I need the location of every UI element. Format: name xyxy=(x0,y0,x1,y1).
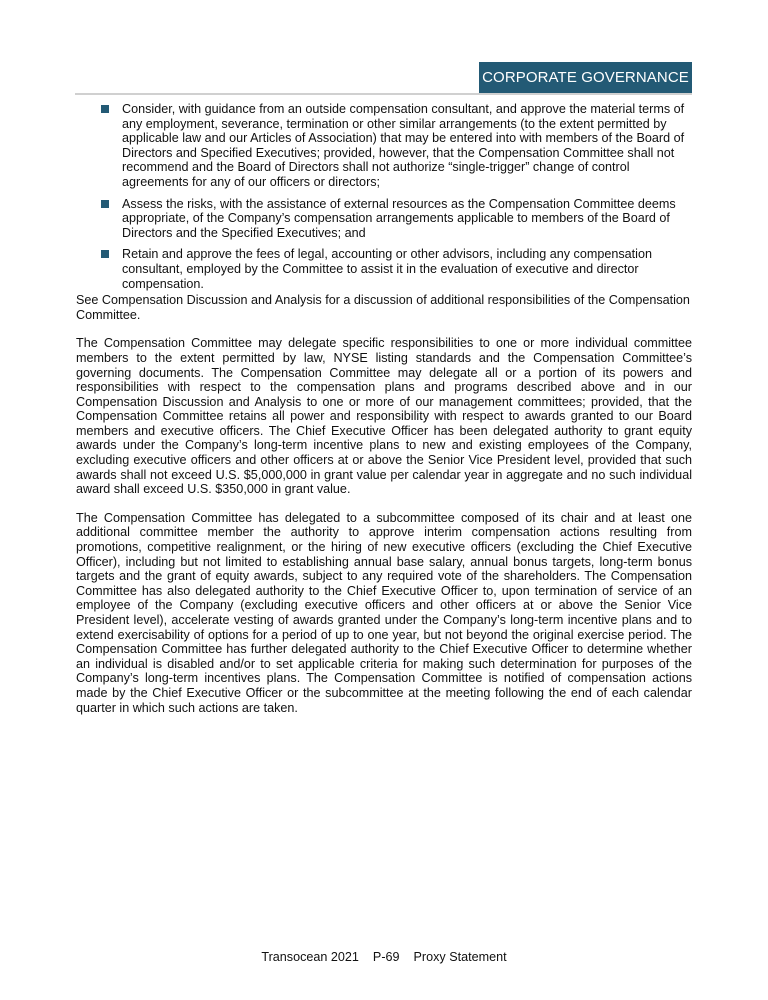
list-item xyxy=(76,247,692,291)
responsibilities-list xyxy=(76,102,692,291)
paragraph-subcommittee: The Compensation Committee has delegated to a subcommittee composed of its chair and at least one additional committee member the authority to approve interim compensation actions resulting from promotions, competitive realignment, or the hiring of new executive officers (excluding the Chief Executive Officer), including but not limited to establishing annual base salary, annual bonus targets, long-term bonus targets and the grant of equity awards, subject to any required vote of the shareholders. The Compensation Committee has also delegated authority to the Chief Executive Officer to, upon termination of service of an employee of the Company (excluding executive officers and other officers at or above the Senior Vice President level), accelerate vesting of awards granted under the Company’s long-term incentive plans and to extend exercisability of options for a period of up to one year, but not beyond the original exercise period. The Compensation Committee has further delegated authority to the Chief Executive Officer to determine whether an individual is disabled and/or to set applicable criteria for making such determination for purposes of the Company’s long-term incentives plans. The Compensation Committee is notified of compensation actions made by the Chief Executive Officer or the subcommittee at the meeting following the end of each calendar quarter in which such actions are taken. xyxy=(76,510,692,715)
list-item-text: Retain and approve the fees of legal, accounting or other advisors, including any compensation consultant, employed by the Committee to assist it in the evaluation of executive and director compensation. xyxy=(122,247,652,291)
section-header-tab: CORPORATE GOVERNANCE xyxy=(479,62,692,93)
paragraph-see-cda: See Compensation Discussion and Analysis for a discussion of additional responsibilities of the Compensation Committee. xyxy=(76,293,690,322)
footer-page-number: P-69 xyxy=(372,950,400,964)
footer-company: Transocean 2021 xyxy=(261,950,359,964)
list-item xyxy=(76,197,692,241)
square-bullet-icon xyxy=(101,250,109,258)
header-divider xyxy=(75,93,692,95)
page-footer xyxy=(0,950,768,964)
page-body xyxy=(76,102,692,729)
list-item-text: Consider, with guidance from an outside compensation consultant, and approve the material terms of any employment, severance, termination or other similar arrangements (to the extent permitted by applicable law and our Articles of Association) that may be entered into with members of the Board of Directors and Specified Executives; provided, however, that the Compensation Committee shall not recommend and the Board of Directors shall not authorize “single-trigger” change of control agreements for any of our officers or directors; xyxy=(122,102,685,189)
paragraph-delegation: The Compensation Committee may delegate specific responsibilities to one or more individual committee members to the extent permitted by law, NYSE listing standards and the Compensation Committee’s governing documents. The Compensation Committee may delegate all or a portion of its powers and responsibilities with respect to the compensation plans and programs described above and in our Compensation Discussion and Analysis to one or more of our management committees; provided, that the Compensation Committee retains all power and responsibility with respect to awards granted to our Board members and executive officers. The Chief Executive Officer has been delegated authority to grant equity awards under the Company’s long-term incentive plans to new and existing employees of the Company, excluding executive officers and other officers at or above the Senior Vice President level, provided that such awards shall not exceed U.S. $5,000,000 in grant value per calendar year in aggregate and no such individual award shall exceed U.S. $350,000 in grant value. xyxy=(76,336,692,497)
list-item-text: Assess the risks, with the assistance of external resources as the Compensation Committee deems appropriate, of the Company’s compensation arrangements applicable to members of the Board of Directors and the Specified Executives; and xyxy=(122,196,676,240)
footer-document-title: Proxy Statement xyxy=(413,950,507,964)
square-bullet-icon xyxy=(101,105,109,113)
list-item xyxy=(76,102,692,190)
square-bullet-icon xyxy=(101,200,109,208)
